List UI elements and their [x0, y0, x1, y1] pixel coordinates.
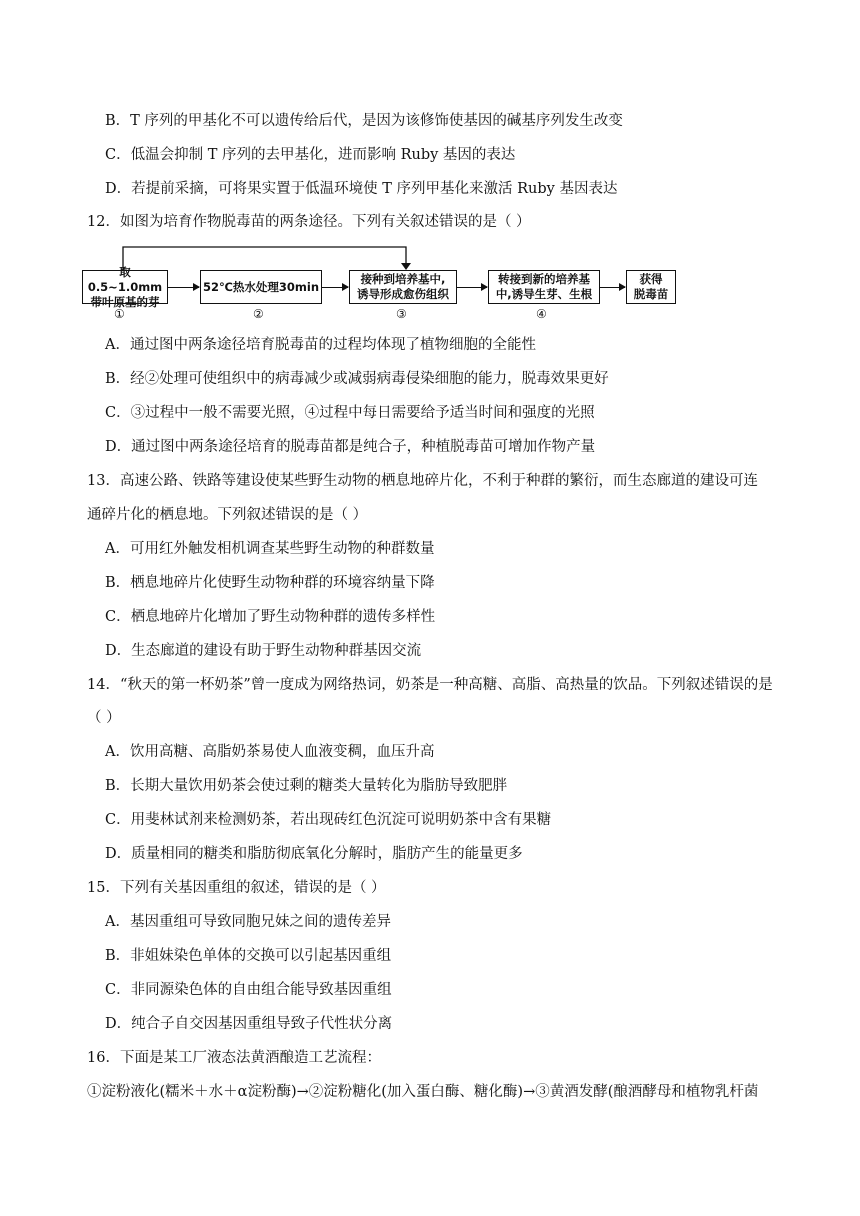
step-box-5-line-2: 脱毒苗	[633, 287, 669, 301]
step-box-1-line-1: 取0.5~1.0mm	[87, 264, 163, 294]
step-box-2-label: 52℃热水处理30min	[202, 279, 320, 294]
q14-option-a: A．饮用高糖、高脂奶茶易使人血液变稠，血压升高	[105, 744, 435, 760]
step-number-2: ②	[253, 307, 264, 321]
q15-option-c: C．非同源染色体的自由组合能导致基因重组	[105, 982, 392, 998]
q16-process-flow: ①淀粉液化(糯米＋水＋α淀粉酶)→②淀粉糖化(加入蛋白酶、糖化酶)→③黄酒发酵(酿酒酵母和植物乳杆菌	[87, 1084, 759, 1100]
q13-stem-line-1: 13．高速公路、铁路等建设使某些野生动物的栖息地碎片化，不利于种群的繁衍，而生态廊道的建设可连	[87, 473, 758, 489]
bypass-arrow	[80, 243, 680, 273]
arrow-1-2	[168, 287, 199, 288]
q11-option-c: C．低温会抑制 T 序列的去甲基化，进而影响 Ruby 基因的表达	[105, 147, 516, 163]
q14-option-b: B．长期大量饮用奶茶会使过剩的糖类大量转化为脂肪导致肥胖	[105, 778, 508, 794]
step-box-2	[200, 270, 322, 304]
q12-option-d: D．通过图中两条途径培育的脱毒苗都是纯合子，种植脱毒苗可增加作物产量	[105, 439, 596, 455]
q13-option-d: D．生态廊道的建设有助于野生动物种群基因交流	[105, 643, 422, 659]
q15-option-b: B．非姐妹染色单体的交换可以引起基因重组	[105, 948, 392, 964]
q11-option-b: B．T 序列的甲基化不可以遗传给后代，是因为该修饰使基因的碱基序列发生改变	[105, 113, 623, 129]
step-number-1: ①	[114, 307, 125, 321]
step-box-5-line-1: 获得	[639, 272, 663, 286]
q13-option-b: B．栖息地碎片化使野生动物种群的环境容纳量下降	[105, 575, 435, 591]
q12-option-b: B．经②处理可使组织中的病毒减少或减弱病毒侵染细胞的能力，脱毒效果更好	[105, 371, 609, 387]
q12-option-a: A．通过图中两条途径培育脱毒苗的过程均体现了植物细胞的全能性	[105, 337, 536, 353]
q12-stem: 12．如图为培育作物脱毒苗的两条途径。下列有关叙述错误的是（ ）	[87, 214, 531, 230]
step-box-5	[626, 270, 676, 304]
step-number-3: ③	[396, 307, 407, 321]
q14-stem-line-1: 14．“秋天的第一杯奶茶”曾一度成为网络热词，奶茶是一种高糖、高脂、高热量的饮品。下列叙述错误的是	[87, 677, 773, 693]
q15-stem: 15．下列有关基因重组的叙述，错误的是（ ）	[87, 880, 386, 896]
q11-option-d: D．若提前采摘，可将果实置于低温环境使 T 序列甲基化来激活 Ruby 基因表达	[105, 181, 618, 197]
step-box-3	[349, 270, 457, 304]
q13-option-c: C．栖息地碎片化增加了野生动物种群的遗传多样性	[105, 609, 436, 625]
q14-option-d: D．质量相同的糖类和脂肪彻底氧化分解时，脂肪产生的能量更多	[105, 846, 523, 862]
step-box-3-line-1: 接种到培养基中,	[360, 272, 446, 286]
q15-option-a: A．基因重组可导致同胞兄妹之间的遗传差异	[105, 914, 391, 930]
q15-option-d: D．纯合子自交因基因重组导致子代性状分离	[105, 1016, 393, 1032]
step-box-1	[82, 264, 168, 309]
q13-stem-line-2: 通碎片化的栖息地。下列叙述错误的是（ ）	[87, 507, 368, 523]
step-box-4-line-2: 中,诱导生芽、生根	[495, 287, 593, 301]
q14-option-c: C．用斐林试剂来检测奶茶，若出现砖红色沉淀可说明奶茶中含有果糖	[105, 812, 552, 828]
arrow-4-5	[600, 287, 625, 288]
arrow-2-3	[322, 287, 348, 288]
step-box-1-line-2: 带叶原基的芽	[90, 294, 160, 309]
step-number-4: ④	[536, 307, 547, 321]
q14-stem-line-2: （ ）	[87, 710, 121, 726]
step-box-3-line-2: 诱导形成愈伤组织	[357, 287, 449, 301]
step-box-4	[488, 270, 600, 304]
q13-option-a: A．可用红外触发相机调查某些野生动物的种群数量	[105, 541, 435, 557]
step-box-4-line-1: 转接到新的培养基	[498, 272, 590, 286]
arrow-3-4	[457, 287, 487, 288]
q16-stem: 16．下面是某工厂液态法黄酒酿造工艺流程：	[87, 1050, 381, 1066]
detox-seedling-flow-diagram	[80, 243, 680, 323]
q12-option-c: C．③过程中一般不需要光照，④过程中每日需要给予适当时间和强度的光照	[105, 405, 595, 421]
